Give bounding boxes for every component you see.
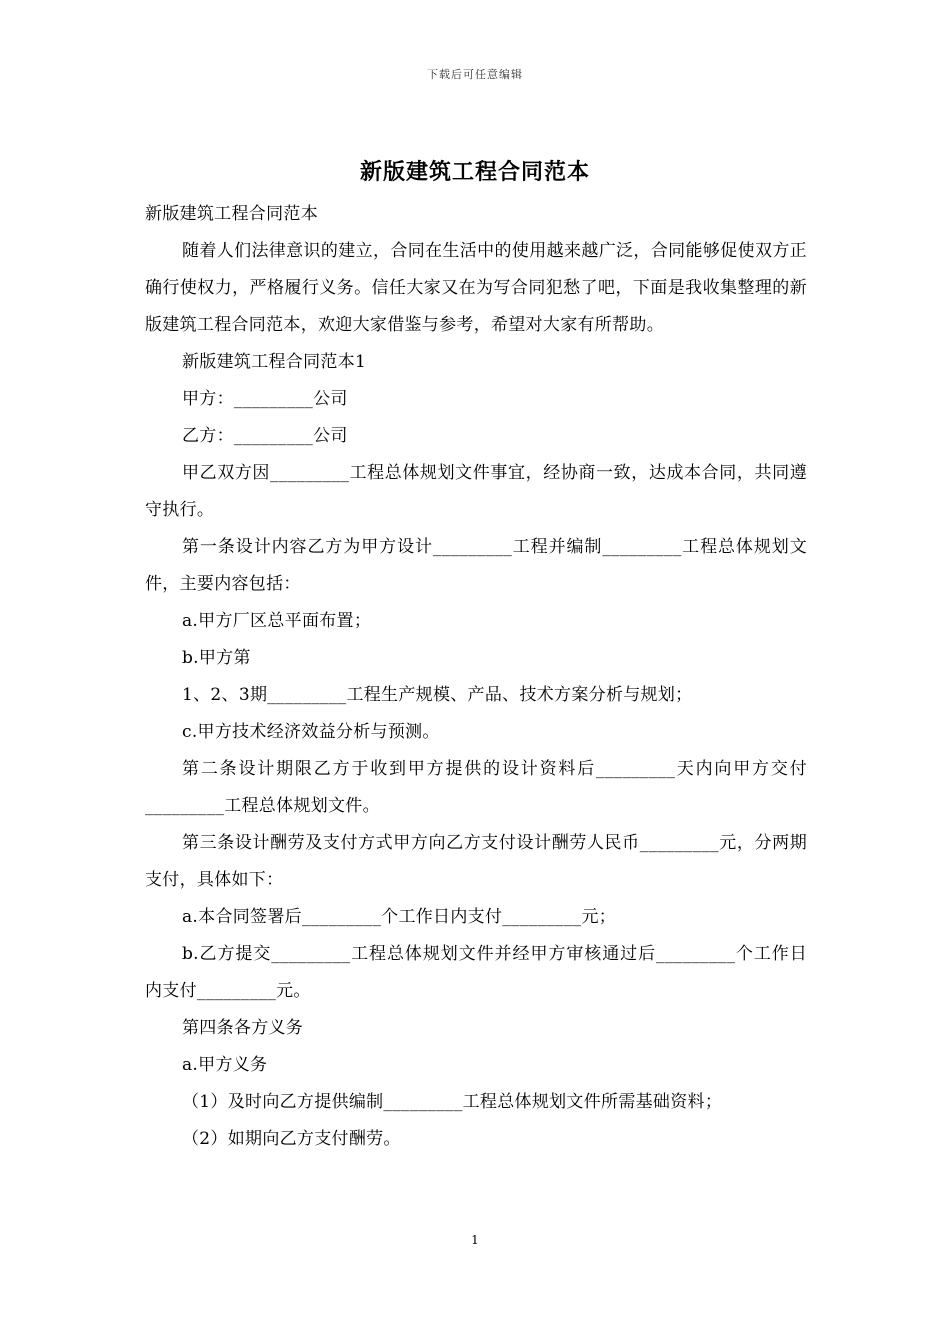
document-body <box>145 196 807 1158</box>
paragraph-item-c: c.甲方技术经济效益分析与预测。 <box>182 722 440 742</box>
paragraph-article-2: 第二条设计期限乙方于收到甲方提供的设计资料后_________天内向甲方交付_________工程总体规划文件。 <box>145 759 807 816</box>
paragraph-intro: 随着人们法律意识的建立，合同在生活中的使用越来越广泛，合同能够促使双方正确行使权力，严格履行义务。信任大家又在为写合同犯愁了吧，下面是我收集整理的新版建筑工程合同范本，欢迎大家借鉴与参考，希望对大家有所帮助。 <box>145 241 807 335</box>
paragraph-obligation-a: a.甲方义务 <box>182 1055 268 1075</box>
paragraph-obligation-2: （2）如期向乙方支付酬劳。 <box>182 1129 401 1149</box>
paragraph-item-b-cont: 1、2、3期_________工程生产规模、产品、技术方案分析与规划； <box>182 685 693 705</box>
paragraph-payment-b: b.乙方提交_________工程总体规划文件并经甲方审核通过后_________个工作日内支付_________元。 <box>145 944 807 1001</box>
paragraph-sample-heading: 新版建筑工程合同范本1 <box>182 352 367 372</box>
paragraph-payment-a: a.本合同签署后_________个工作日内支付_________元； <box>182 907 617 927</box>
document-title: 新版建筑工程合同范本 <box>359 159 590 185</box>
paragraph-item-a: a.甲方厂区总平面布置； <box>182 611 372 631</box>
paragraph-party-a: 甲方：_________公司 <box>182 389 348 409</box>
paragraph-article-4: 第四条各方义务 <box>182 1018 304 1038</box>
paragraph-article-1: 第一条设计内容乙方为甲方设计_________工程并编制_________工程总体规划文件，主要内容包括： <box>145 537 807 594</box>
paragraph-subtitle: 新版建筑工程合同范本 <box>145 204 318 224</box>
paragraph-agreement: 甲乙双方因_________工程总体规划文件事宜，经协商一致，达成本合同，共同遵守执行。 <box>145 463 807 520</box>
paragraph-item-b: b.甲方第 <box>182 648 251 668</box>
paragraph-party-b: 乙方：_________公司 <box>182 426 348 446</box>
header-note: 下载后可任意编辑 <box>427 68 523 81</box>
paragraph-obligation-1: （1）及时向乙方提供编制_________工程总体规划文件所需基础资料； <box>182 1092 723 1112</box>
page-number: 1 <box>471 1233 479 1247</box>
paragraph-article-3: 第三条设计酬劳及支付方式甲方向乙方支付设计酬劳人民币_________元，分两期支付，具体如下： <box>145 833 807 890</box>
